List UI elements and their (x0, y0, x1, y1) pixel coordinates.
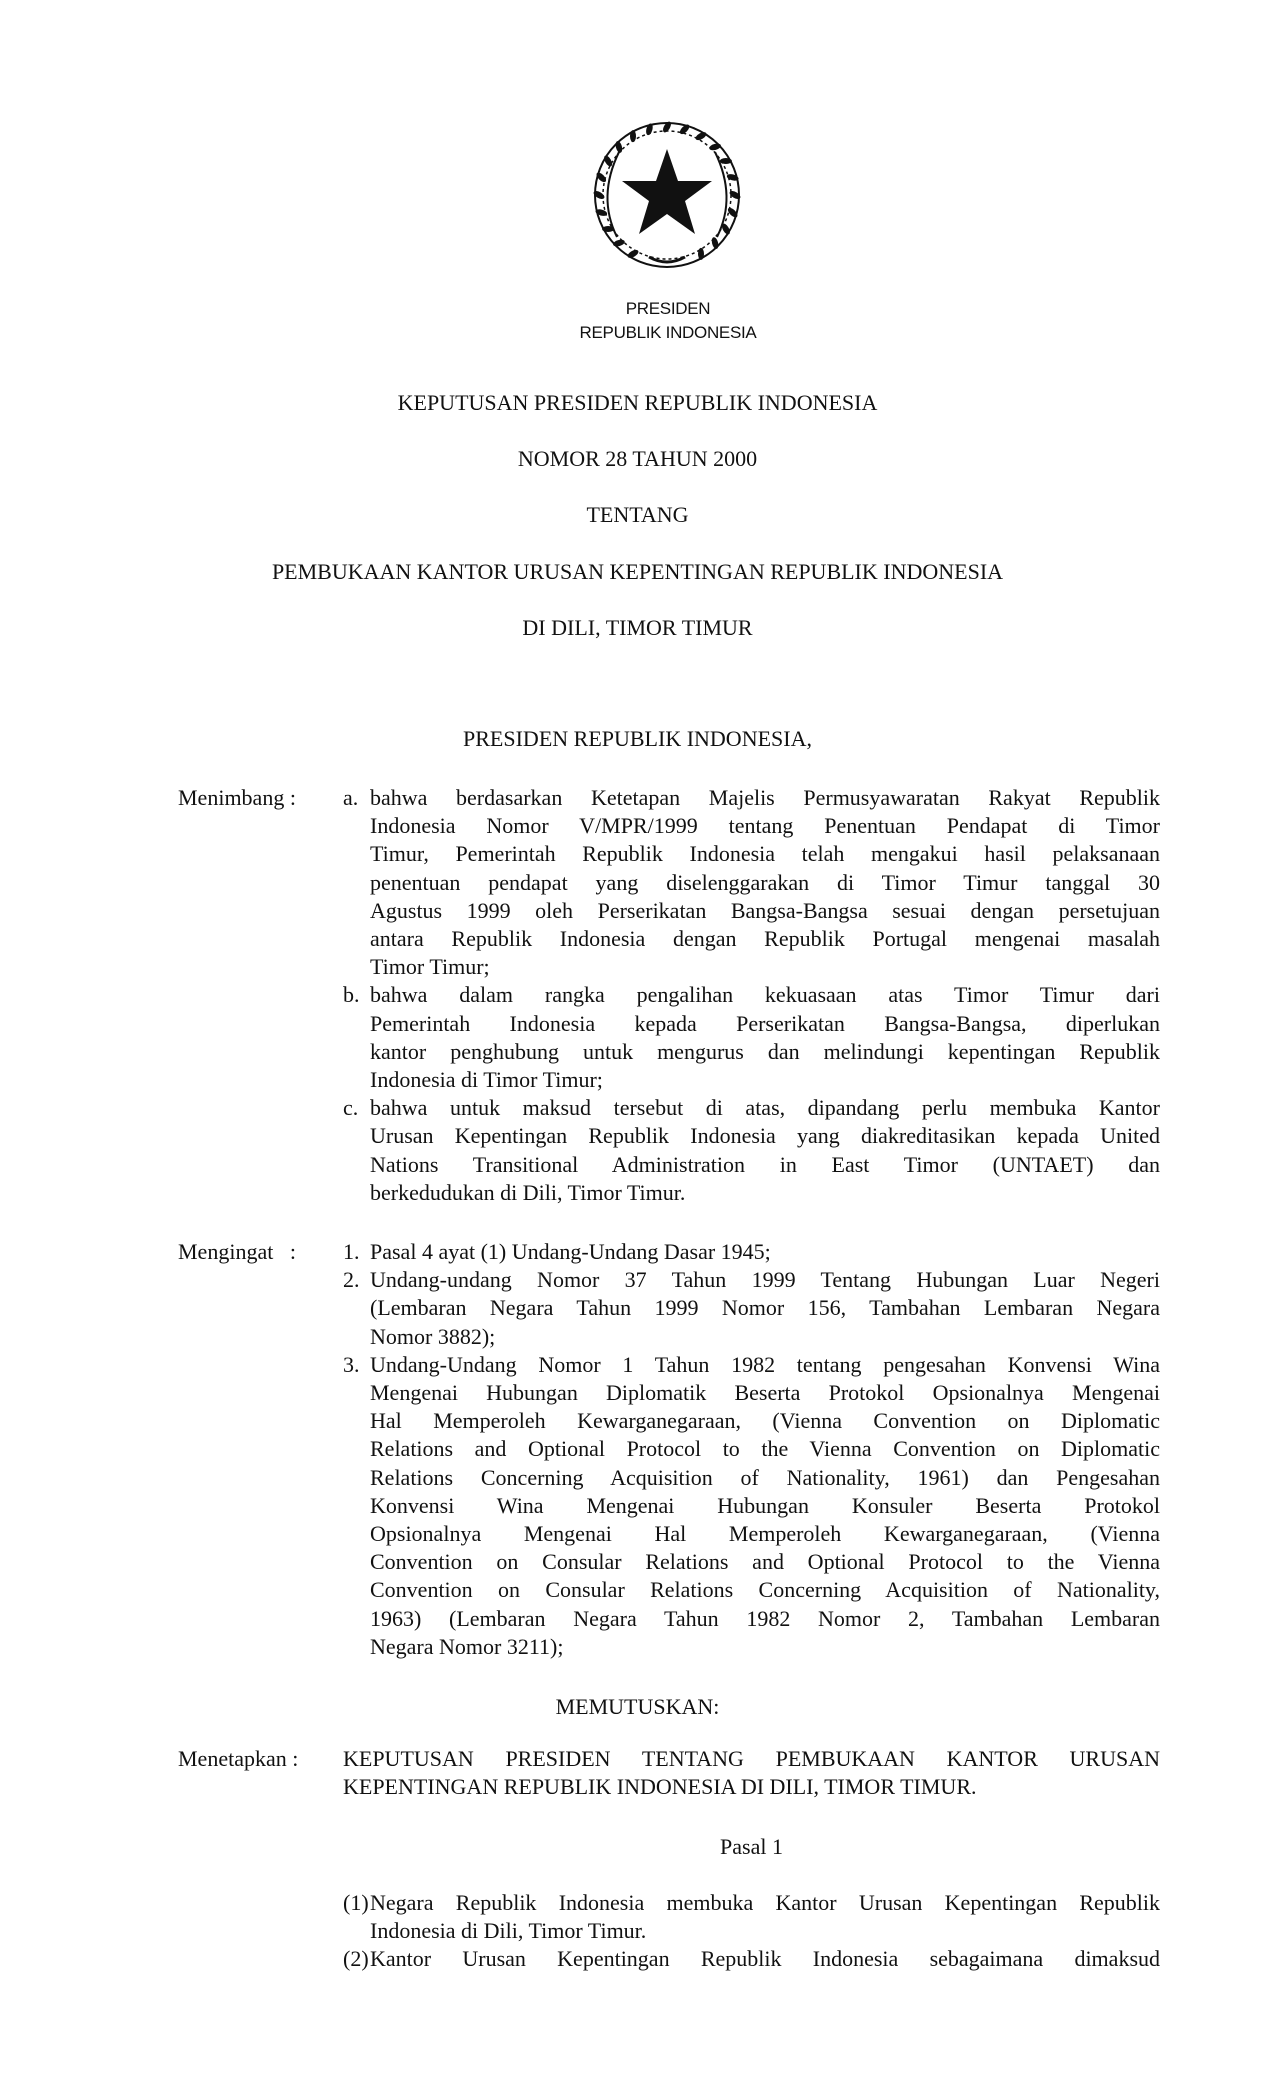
item-line: (Lembaran Negara Tahun 1999 Nomor 156, Tambahan Lembaran Negara (370, 1295, 1160, 1321)
item-line: Nations Transitional Administration in East Timor (UNTAET) dan (370, 1151, 1160, 1177)
list-item (343, 1238, 1160, 1266)
item-line: Hal Memperoleh Kewarganegaraan, (Vienna Convention on Diplomatic (370, 1408, 1160, 1434)
item-marker: c. (343, 1095, 359, 1121)
menetapkan-line: KEPENTINGAN REPUBLIK INDONESIA DI DILI, TIMOR TIMUR. (343, 1774, 977, 1800)
letterhead-line1: PRESIDEN (625, 299, 711, 318)
item-line: Pemerintah Indonesia kepada Perserikatan Bangsa-Bangsa, diperlukan (370, 1010, 1160, 1036)
item-line: Convention on Consular Relations and Optional Protocol to the Vienna (370, 1549, 1160, 1575)
item-line: bahwa untuk maksud tersebut di atas, dipandang perlu membuka Kantor (370, 1095, 1160, 1121)
item-line: Undang-Undang Nomor 1 Tahun 1982 tentang pengesahan Konvensi Wina (370, 1351, 1160, 1377)
item-marker: (1) (343, 1890, 369, 1915)
item-line: Konvensi Wina Mengenai Hubungan Konsuler Beserta Protokol (370, 1492, 1160, 1518)
item-line: bahwa berdasarkan Ketetapan Majelis Permusyawaratan Rakyat Republik (370, 785, 1160, 810)
item-line: Relations Concerning Acquisition of Nationality, 1961) dan Pengesahan (370, 1464, 1160, 1490)
list-item (343, 1945, 1160, 1973)
pasal-1-list (343, 1889, 1160, 1974)
item-line: penentuan pendapat yang diselenggarakan di Timor Timur tanggal 30 (370, 869, 1160, 895)
item-line: Timur, Pemerintah Republik Indonesia telah mengakui hasil pelaksanaan (370, 841, 1160, 867)
item-marker: 1. (343, 1239, 360, 1264)
menetapkan-text (343, 1745, 1160, 1801)
item-line: Relations and Optional Protocol to the Vienna Convention on Diplomatic (370, 1436, 1160, 1462)
list-item (343, 1351, 1160, 1661)
item-line: 1963) (Lembaran Negara Tahun 1982 Nomor 2, Tambahan Lembaran (370, 1605, 1160, 1631)
item-line: Mengenai Hubungan Diplomatik Beserta Protokol Opsionalnya Mengenai (370, 1380, 1160, 1406)
item-line: Kantor Urusan Kepentingan Republik Indonesia sebagaimana dimaksud (370, 1946, 1160, 1972)
item-marker: (2) (343, 1946, 369, 1972)
menimbang-list (343, 784, 1160, 1207)
item-line: Undang-undang Nomor 37 Tahun 1999 Tentang Hubungan Luar Negeri (370, 1267, 1160, 1293)
list-item (343, 1266, 1160, 1351)
item-line: Pasal 4 ayat (1) Undang-Undang Dasar 1945; (370, 1239, 771, 1264)
menetapkan-line: KEPUTUSAN PRESIDEN TENTANG PEMBUKAAN KANTOR URUSAN (343, 1746, 1160, 1771)
menimbang-label: Menimbang : (178, 785, 296, 810)
pasal-1-heading: Pasal 1 (720, 1834, 783, 1859)
item-line: bahwa dalam rangka pengalihan kekuasaan atas Timor Timur dari (370, 982, 1160, 1008)
item-line: Convention on Consular Relations Concerning Acquisition of Nationality, (370, 1577, 1160, 1603)
item-marker: 2. (343, 1267, 360, 1293)
item-line: antara Republik Indonesia dengan Republik Portugal mengenai masalah (370, 926, 1160, 952)
list-item (343, 1889, 1160, 1945)
menetapkan-label: Menetapkan : (178, 1746, 299, 1771)
list-item (343, 784, 1160, 981)
decree-tentang: TENTANG (586, 502, 689, 527)
mengingat-label: Mengingat : (178, 1239, 296, 1264)
decree-subject: PEMBUKAAN KANTOR URUSAN KEPENTINGAN REPUBLIK INDONESIA (271, 559, 1004, 584)
item-line: Indonesia di Dili, Timor Timur. (370, 1918, 647, 1944)
item-line: Negara Republik Indonesia membuka Kantor Urusan Kepentingan Republik (370, 1890, 1160, 1915)
item-line: Timor Timur; (370, 954, 490, 980)
mengingat-list (343, 1238, 1160, 1661)
item-line: Indonesia Nomor V/MPR/1999 tentang Penentuan Pendapat di Timor (370, 813, 1160, 839)
presidential-emblem-icon (587, 117, 747, 277)
item-line: Agustus 1999 oleh Perserikatan Bangsa-Bangsa sesuai dengan persetujuan (370, 897, 1160, 923)
letterhead-line2: REPUBLIK INDONESIA (579, 323, 757, 342)
memutuskan-heading: MEMUTUSKAN: (555, 1694, 720, 1719)
item-marker: a. (343, 785, 359, 810)
item-marker: b. (343, 982, 360, 1008)
list-item (343, 1094, 1160, 1207)
decree-title: KEPUTUSAN PRESIDEN REPUBLIK INDONESIA (397, 390, 878, 415)
issuer: PRESIDEN REPUBLIK INDONESIA, (463, 726, 812, 751)
item-marker: 3. (343, 1351, 360, 1377)
list-item (343, 981, 1160, 1094)
item-line: Negara Nomor 3211); (370, 1633, 564, 1659)
item-line: Urusan Kepentingan Republik Indonesia yang diakreditasikan kepada United (370, 1123, 1160, 1149)
item-line: kantor penghubung untuk mengurus dan melindungi kepentingan Republik (370, 1038, 1160, 1064)
decree-number: NOMOR 28 TAHUN 2000 (517, 446, 758, 471)
item-line: Nomor 3882); (370, 1323, 496, 1349)
item-line: Opsionalnya Mengenai Hal Memperoleh Kewarganegaraan, (Vienna (370, 1521, 1160, 1547)
item-line: berkedudukan di Dili, Timor Timur. (370, 1179, 686, 1205)
item-line: Indonesia di Timor Timur; (370, 1067, 603, 1093)
decree-location: DI DILI, TIMOR TIMUR (522, 615, 753, 640)
